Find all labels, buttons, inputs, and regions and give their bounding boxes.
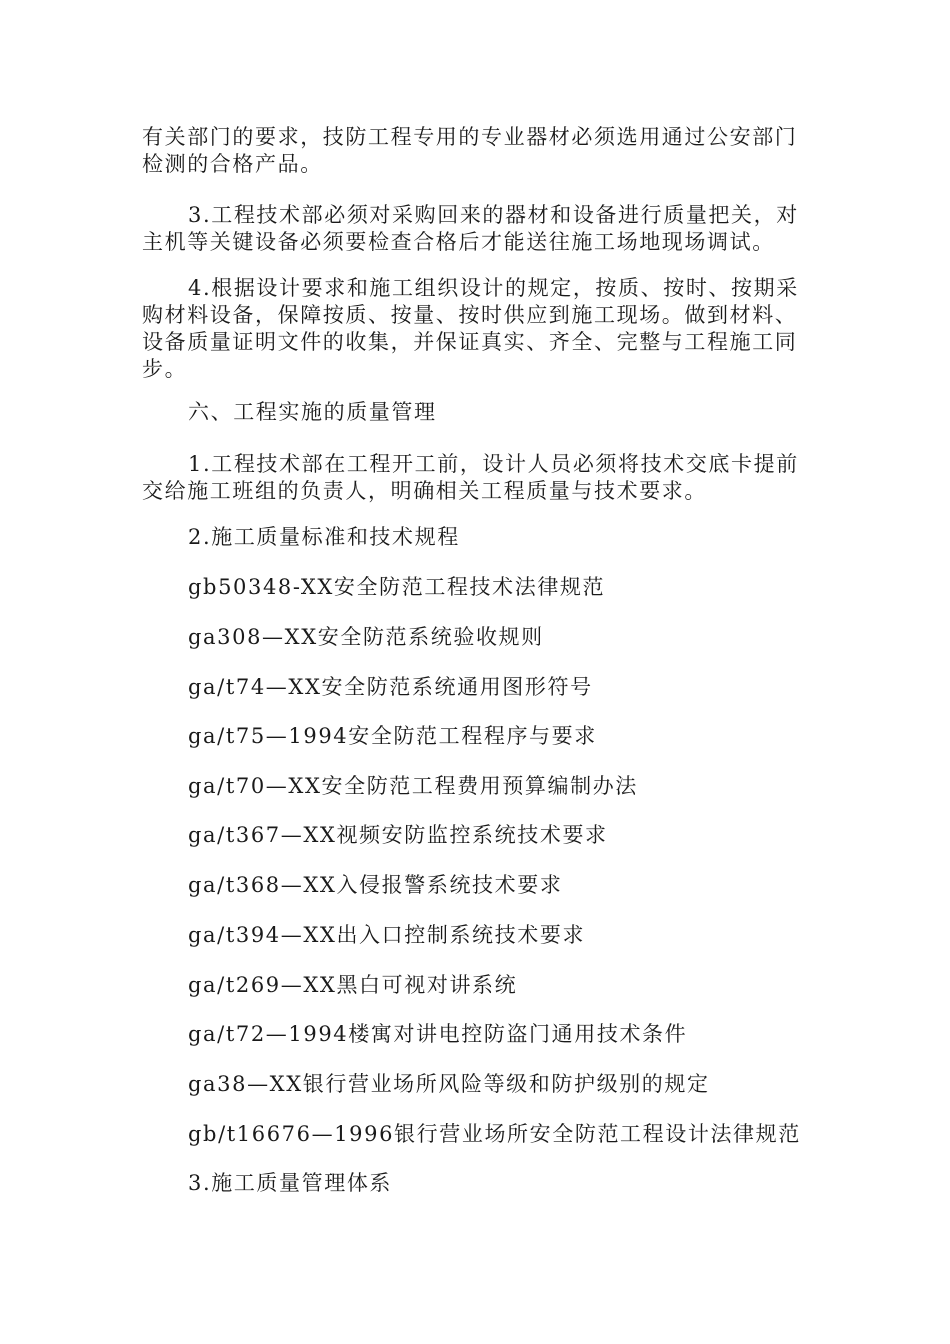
paragraph-item-3-quality-system — [142, 1170, 810, 1197]
text-line: 1.工程技术部在工程开工前，设计人员必须将技术交底卡提前 — [188, 452, 799, 476]
standard-item-text: ga/t70—XX安全防范工程费用预算编制办法 — [188, 774, 638, 798]
standard-item-text: ga/t269—XX黑白可视对讲系统 — [188, 973, 518, 997]
standard-item-text: ga/t74—XX安全防范系统通用图形符号 — [188, 675, 593, 699]
paragraph-procurement-requirements — [142, 124, 810, 178]
text-line: 4.根据设计要求和施工组织设计的规定，按质、按时、按期采 — [188, 276, 799, 300]
standard-item-text: ga/t368—XX入侵报警系统技术要求 — [188, 873, 563, 897]
standard-item — [142, 1121, 810, 1148]
standard-item — [142, 574, 810, 601]
standard-item — [142, 624, 810, 651]
text-line: 主机等关键设备必须要检查合格后才能送往施工场地现场调试。 — [142, 230, 775, 254]
standard-item-text: gb50348-XX安全防范工程技术法律规范 — [188, 575, 606, 599]
standard-item — [142, 1021, 810, 1048]
paragraph-item-4-procurement — [142, 275, 810, 383]
standard-item — [142, 822, 810, 849]
standard-item — [142, 773, 810, 800]
standard-item — [142, 872, 810, 899]
standard-item-text: ga/t367—XX视频安防监控系统技术要求 — [188, 823, 608, 847]
paragraph-item-3-inspection — [142, 202, 810, 256]
section-heading — [142, 399, 810, 426]
text-line: 3.施工质量管理体系 — [188, 1171, 393, 1195]
text-line: 交给施工班组的负责人，明确相关工程质量与技术要求。 — [142, 479, 707, 503]
standard-item-text: ga38—XX银行营业场所风险等级和防护级别的规定 — [188, 1072, 710, 1096]
standard-item — [142, 922, 810, 949]
section-heading-text: 六、工程实施的质量管理 — [188, 400, 437, 424]
text-line: 步。 — [142, 357, 188, 381]
text-line: 有关部门的要求，技防工程专用的专业器材必须选用通过公安部门 — [142, 125, 798, 149]
text-line: 检测的合格产品。 — [142, 152, 323, 176]
paragraph-item-1-technical-briefing — [142, 451, 810, 505]
standard-item — [142, 723, 810, 750]
standard-item — [142, 674, 810, 701]
standard-item-text: gb/t16676—1996银行营业场所安全防范工程设计法律规范 — [188, 1122, 801, 1146]
standard-item-text: ga/t72—1994楼寓对讲电控防盗门通用技术条件 — [188, 1022, 688, 1046]
text-line: 购材料设备，保障按质、按量、按时供应到施工现场。做到材料、 — [142, 303, 798, 327]
standard-item — [142, 972, 810, 999]
standard-item-text: ga/t394—XX出入口控制系统技术要求 — [188, 923, 586, 947]
standard-item — [142, 1071, 810, 1098]
standard-item-text: ga/t75—1994安全防范工程程序与要求 — [188, 724, 597, 748]
text-line: 3.工程技术部必须对采购回来的器材和设备进行质量把关，对 — [188, 203, 799, 227]
standard-item-text: ga308—XX安全防范系统验收规则 — [188, 625, 544, 649]
paragraph-item-2-standards-heading — [142, 524, 810, 551]
text-line: 设备质量证明文件的收集，并保证真实、齐全、完整与工程施工同 — [142, 330, 798, 354]
text-line: 2.施工质量标准和技术规程 — [188, 525, 460, 549]
